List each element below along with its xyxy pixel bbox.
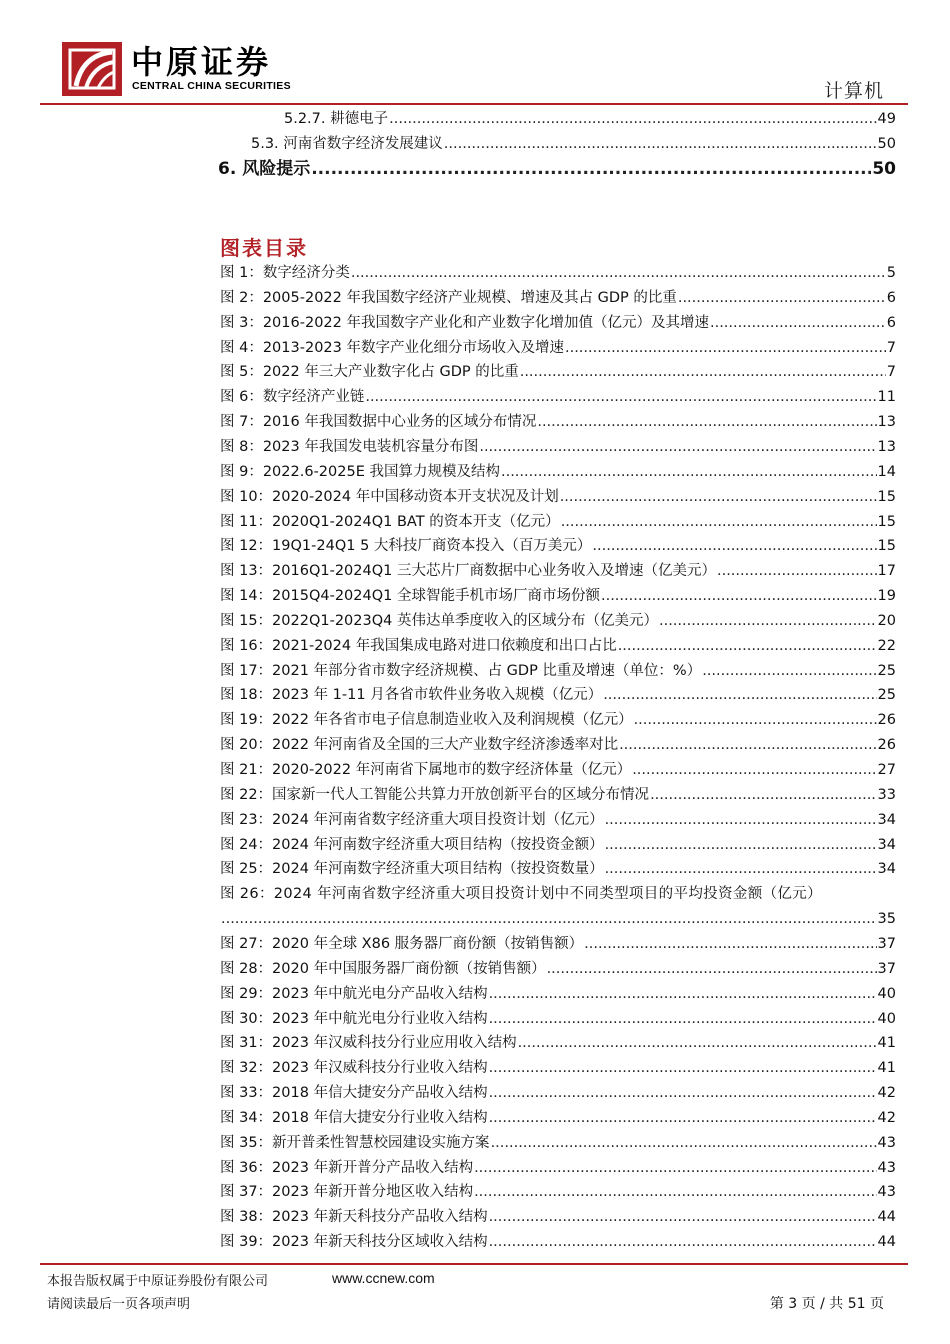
figure-entry-page: 13 xyxy=(877,414,896,431)
figure-entry[interactable] xyxy=(220,1033,896,1053)
figure-entry-label: 图 31：2023 年汉威科技分行业应用收入结构 xyxy=(220,1035,517,1052)
figures-heading: 图表目录 xyxy=(220,236,308,260)
dot-leader xyxy=(561,512,877,532)
figure-entry[interactable] xyxy=(220,1083,896,1103)
figure-entry-label: 图 28：2020 年中国服务器厂商份额（按销售额） xyxy=(220,960,546,977)
figure-entry[interactable] xyxy=(220,387,896,407)
figure-entry-label: 图 22：国家新一代人工智能公共算力开放创新平台的区域分布情况 xyxy=(220,786,650,803)
dot-leader xyxy=(351,263,886,283)
figure-entry[interactable] xyxy=(220,412,896,432)
figure-entry[interactable] xyxy=(220,785,896,805)
figure-entry-page: 43 xyxy=(877,1134,896,1151)
figure-entry-page: 37 xyxy=(877,960,896,977)
figure-entry-page: 7 xyxy=(886,339,896,356)
figure-entry[interactable] xyxy=(220,362,896,382)
toc-entry-label: 6. 风险提示 xyxy=(218,159,311,179)
figure-entry-page: 40 xyxy=(877,985,896,1002)
footer-divider xyxy=(40,1263,908,1265)
dot-leader xyxy=(618,636,877,656)
figure-entry-page: 42 xyxy=(877,1109,896,1126)
figure-entry-label: 图 36：2023 年新开普分产品收入结构 xyxy=(220,1159,474,1176)
figure-entry-page: 27 xyxy=(877,762,896,778)
figure-entry-label: 图 17：2021 年部分省市数字经济规模、占 GDP 比重及增速（单位：%） xyxy=(220,662,702,679)
figure-entry[interactable] xyxy=(220,462,896,482)
figure-entry[interactable] xyxy=(220,487,896,507)
figure-entry-label: 图 12：19Q1-24Q1 5 大科技厂商资本投入（百万美元） xyxy=(220,538,592,555)
figure-entry-page: 34 xyxy=(877,861,896,878)
figure-entry-page: 15 xyxy=(877,513,896,530)
figure-entry-page: 41 xyxy=(877,1035,896,1052)
figure-entry-label[interactable]: 图 26：2024 年河南省数字经济重大项目投资计划中不同类型项目的平均投资金额（亿元） xyxy=(220,886,822,903)
figure-entry-label: 图 27：2020 年全球 X86 服务器厂商份额（按销售额） xyxy=(220,935,584,952)
figure-entry[interactable] xyxy=(220,561,896,581)
figure-entry-page: 15 xyxy=(877,488,896,505)
dot-leader xyxy=(584,934,876,954)
figure-entry[interactable] xyxy=(220,512,896,532)
dot-leader xyxy=(311,159,871,179)
figure-entry-label: 图 34：2018 年信大捷安分行业收入结构 xyxy=(220,1109,488,1126)
figure-entry-page: 35 xyxy=(877,911,896,928)
figure-entry[interactable] xyxy=(220,586,896,606)
figure-entry[interactable] xyxy=(220,760,896,780)
figure-entry[interactable] xyxy=(220,859,896,879)
dot-leader xyxy=(547,959,877,979)
dot-leader xyxy=(518,1033,877,1053)
dot-leader xyxy=(489,1009,877,1029)
dot-leader xyxy=(702,661,876,681)
figure-entry-page: 20 xyxy=(877,612,896,629)
figure-entry-label: 图 32：2023 年汉威科技分行业收入结构 xyxy=(220,1060,488,1077)
figure-entry[interactable] xyxy=(220,636,896,656)
figure-entry-label: 图 1：数字经济分类 xyxy=(220,265,350,281)
dot-leader xyxy=(710,313,886,333)
figure-entry[interactable] xyxy=(220,611,896,631)
figure-entry-page: 26 xyxy=(877,737,896,754)
figure-entry-label: 图 21：2020-2022 年河南省下属地市的数字经济体量（亿元） xyxy=(220,762,632,778)
toc-entry[interactable] xyxy=(251,134,896,154)
figure-entry[interactable] xyxy=(220,835,896,855)
figure-entry-label: 图 13：2016Q1-2024Q1 三大芯片厂商数据中心业务收入及增速（亿美元） xyxy=(220,563,716,580)
toc-entry[interactable] xyxy=(284,109,896,129)
figure-entry[interactable] xyxy=(220,1108,896,1128)
figure-entry-page: 40 xyxy=(877,1010,896,1027)
dot-leader xyxy=(605,835,877,855)
figure-entry-page: 26 xyxy=(877,712,896,729)
logo-english-name: CENTRAL CHINA SECURITIES xyxy=(132,80,291,92)
toc-entry-page: 50 xyxy=(872,159,896,179)
figure-entry[interactable] xyxy=(220,1182,896,1202)
figure-entry-label: 图 33：2018 年信大捷安分产品收入结构 xyxy=(220,1085,488,1102)
figure-entry-label: 图 4：2013-2023 年数字产业化细分市场收入及增速 xyxy=(220,339,564,356)
dot-leader xyxy=(592,536,876,556)
figure-entry-page: 25 xyxy=(877,662,896,679)
dot-leader xyxy=(489,984,877,1004)
figure-entry-label: 图 37：2023 年新开普分地区收入结构 xyxy=(220,1184,474,1201)
dot-leader xyxy=(474,1158,876,1178)
figure-entry-label: 图 30：2023 年中航光电分行业收入结构 xyxy=(220,1010,488,1027)
toc-entry-page: 49 xyxy=(877,111,896,127)
figure-entry-label: 图 15：2022Q1-2023Q4 英伟达单季度收入的区域分布（亿美元） xyxy=(220,612,658,629)
figure-entry-label: 图 18：2023 年 1-11 月各省市软件业务收入规模（亿元） xyxy=(220,687,603,704)
dot-leader xyxy=(605,859,877,879)
figure-entry-label: 图 7：2016 年我国数据中心业务的区域分布情况 xyxy=(220,414,537,431)
figure-entry[interactable] xyxy=(220,685,896,705)
toc-entry-page: 50 xyxy=(877,136,896,152)
figure-entry-page: 33 xyxy=(877,786,896,803)
figure-entry-page: 5 xyxy=(886,265,896,281)
figure-entry-page: 17 xyxy=(877,563,896,580)
figure-entry-page: 44 xyxy=(877,1234,896,1251)
figure-entry-page: 42 xyxy=(877,1085,896,1102)
figure-entry[interactable] xyxy=(220,536,896,556)
figure-entry[interactable] xyxy=(220,710,896,730)
figure-entry[interactable] xyxy=(220,288,896,308)
dot-leader xyxy=(389,109,876,129)
figure-entry-page: 34 xyxy=(877,811,896,828)
figure-entry-page: 25 xyxy=(877,687,896,704)
dot-leader xyxy=(489,1207,877,1227)
toc-entry[interactable] xyxy=(218,159,896,179)
toc-entry-label: 5.3. 河南省数字经济发展建议 xyxy=(251,136,443,152)
figure-entry-label: 图 38：2023 年新天科技分产品收入结构 xyxy=(220,1209,488,1226)
figure-entry[interactable] xyxy=(220,338,896,358)
figure-entry-label: 图 9：2022.6-2025E 我国算力规模及结构 xyxy=(220,463,500,480)
figure-entry[interactable] xyxy=(220,810,896,830)
page-indicator: 第 3 页 / 共 51 页 xyxy=(769,1296,884,1312)
figure-entry[interactable] xyxy=(220,1158,896,1178)
dot-leader xyxy=(659,611,877,631)
dot-leader xyxy=(603,685,876,705)
company-logo-icon xyxy=(62,42,122,96)
dot-leader xyxy=(444,134,877,154)
dot-leader xyxy=(537,412,876,432)
figure-entry-page: 41 xyxy=(877,1060,896,1077)
figure-entry-page: 7 xyxy=(886,364,896,381)
dot-leader xyxy=(717,561,877,581)
logo-chinese-name: 中原证券 xyxy=(131,43,272,81)
dot-leader xyxy=(632,760,876,780)
figure-entry-label: 图 6：数字经济产业链 xyxy=(220,389,365,406)
figure-entry[interactable] xyxy=(220,1058,896,1078)
figure-entry[interactable] xyxy=(220,959,896,979)
figure-entry-label: 图 20：2022 年河南省及全国的三大产业数字经济渗透率对比 xyxy=(220,737,619,754)
figure-entry-label: 图 39：2023 年新天科技分区域收入结构 xyxy=(220,1234,488,1251)
dot-leader xyxy=(678,288,886,308)
dot-leader xyxy=(605,810,877,830)
figure-entry-label: 图 35：新开普柔性智慧校园建设实施方案 xyxy=(220,1134,490,1151)
dot-leader xyxy=(501,462,877,482)
figure-entry-label: 图 10：2020-2024 年中国移动资本开支状况及计划 xyxy=(220,488,559,505)
dot-leader xyxy=(489,1083,877,1103)
figure-entry[interactable] xyxy=(220,984,896,1004)
figure-entry[interactable] xyxy=(220,1232,896,1252)
dot-leader xyxy=(601,586,877,606)
figure-entry-label: 图 24：2024 年河南数字经济重大项目结构（按投资金额） xyxy=(220,836,604,853)
dot-leader xyxy=(479,437,876,457)
figure-entry-label: 图 16：2021-2024 年我国集成电路对进口依赖度和出口占比 xyxy=(220,637,617,654)
figure-entry-page: 13 xyxy=(877,438,896,455)
figure-entry-label: 图 8：2023 年我国发电装机容量分布图 xyxy=(220,438,479,455)
figure-entry-page: 37 xyxy=(877,935,896,952)
figure-entry-label: 图 14：2015Q4-2024Q1 全球智能手机市场厂商市场份额 xyxy=(220,588,600,605)
dot-leader xyxy=(474,1182,876,1202)
figure-entry-page: 6 xyxy=(886,314,896,331)
figure-entry-page: 19 xyxy=(877,588,896,605)
figure-entry-page: 11 xyxy=(877,389,896,406)
figure-entry[interactable] xyxy=(220,934,896,954)
figure-entry[interactable] xyxy=(220,1009,896,1029)
figure-entry[interactable] xyxy=(220,909,896,929)
figure-entry-page: 15 xyxy=(877,538,896,555)
dot-leader xyxy=(489,1108,877,1128)
figure-entry-label: 图 5：2022 年三大产业数字化占 GDP 的比重 xyxy=(220,364,519,381)
figure-entry-label: 图 2：2005-2022 年我国数字经济产业规模、增速及其占 GDP 的比重 xyxy=(220,289,677,306)
figure-entry-label: 图 25：2024 年河南数字经济重大项目结构（按投资数量） xyxy=(220,861,604,878)
figure-entry-label: 图 19：2022 年各省市电子信息制造业收入及利润规模（亿元） xyxy=(220,712,633,729)
figure-entry-label: 图 29：2023 年中航光电分产品收入结构 xyxy=(220,985,488,1002)
copyright-text: 本报告版权属于中原证券股份有限公司 xyxy=(47,1274,269,1289)
figure-entry[interactable] xyxy=(220,1207,896,1227)
toc-entry-label: 5.2.7. 耕德电子 xyxy=(284,111,389,127)
figure-entry-page: 22 xyxy=(877,637,896,654)
dot-leader xyxy=(489,1232,877,1252)
dot-leader xyxy=(565,338,886,358)
header-divider xyxy=(40,103,908,105)
figure-entry[interactable] xyxy=(220,437,896,457)
figure-entry-page: 44 xyxy=(877,1209,896,1226)
figure-entry-label: 图 23：2024 年河南省数字经济重大项目投资计划（亿元） xyxy=(220,811,604,828)
figure-entry-page: 43 xyxy=(877,1184,896,1201)
dot-leader xyxy=(221,909,877,929)
dot-leader xyxy=(365,387,876,407)
figure-entry-page: 6 xyxy=(886,289,896,306)
disclaimer-text: 请阅读最后一页各项声明 xyxy=(47,1297,191,1312)
figure-entry-label: 图 3：2016-2022 年我国数字产业化和产业数字化增加值（亿元）及其增速 xyxy=(220,314,709,331)
dot-leader xyxy=(491,1133,877,1153)
dot-leader xyxy=(520,362,886,382)
figure-entry-page: 34 xyxy=(877,836,896,853)
figure-entry-label: 图 11：2020Q1-2024Q1 BAT 的资本开支（亿元） xyxy=(220,513,560,530)
figure-entry[interactable] xyxy=(220,263,896,283)
dot-leader xyxy=(489,1058,877,1078)
dot-leader xyxy=(560,487,877,507)
figure-entry[interactable] xyxy=(220,735,896,755)
dot-leader xyxy=(619,735,876,755)
figure-entry-page: 43 xyxy=(877,1159,896,1176)
dot-leader xyxy=(650,785,876,805)
website-link[interactable]: www.ccnew.com xyxy=(332,1270,435,1286)
dot-leader xyxy=(634,710,877,730)
figure-entry-page: 14 xyxy=(877,463,896,480)
figure-entry[interactable] xyxy=(220,1133,896,1153)
figure-entry[interactable] xyxy=(220,661,896,681)
report-section: 计算机 xyxy=(823,80,884,102)
figure-entry[interactable] xyxy=(220,313,896,333)
